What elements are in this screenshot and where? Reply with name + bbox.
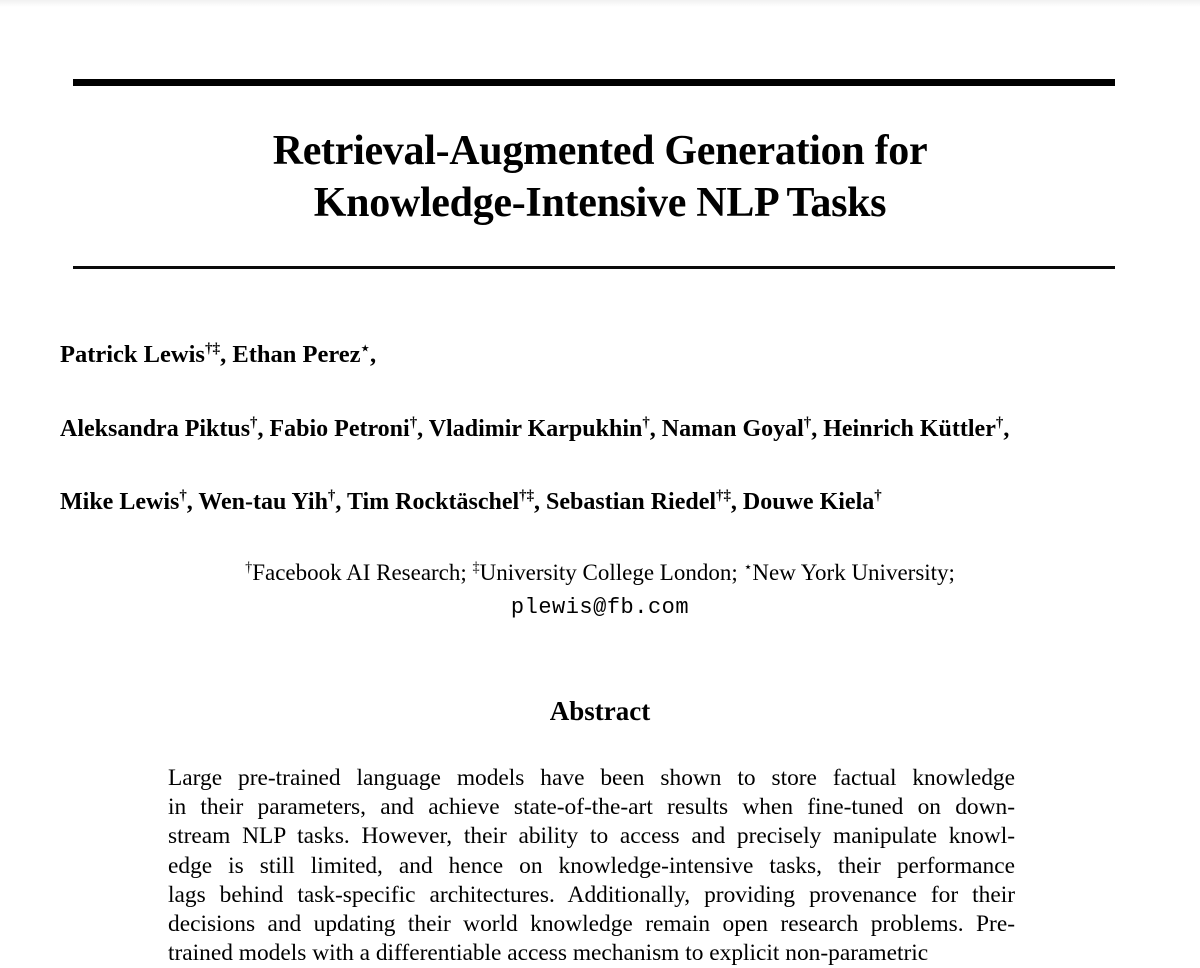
- author-separator: ,: [1003, 416, 1010, 442]
- author-name: Vladimir Karpukhin: [428, 416, 643, 442]
- author-affiliation-mark: ⋆: [360, 339, 371, 357]
- abstract-line: edge is still limited, and hence on knowledge-intensive tasks, their performance: [168, 852, 1015, 879]
- contact-email[interactable]: plewis@fb.com: [510, 595, 690, 620]
- affiliation-mark: ‡: [472, 559, 480, 576]
- author-separator: ,: [257, 416, 270, 442]
- author-name: Naman Goyal: [661, 416, 804, 442]
- author-name: Tim Rocktäschel: [346, 489, 520, 515]
- author-separator: ,: [811, 416, 824, 442]
- affiliation-name: University College London;: [479, 560, 738, 585]
- author-name: Sebastian Riedel: [546, 489, 717, 515]
- author-name: Douwe Kiela: [742, 489, 875, 515]
- abstract-line: lags behind task-specific architectures. Additionally, providing provenance for their: [168, 881, 1015, 908]
- title-line-1: Retrieval-Augmented Generation for: [272, 128, 928, 174]
- affiliations-line: [100, 558, 1100, 588]
- author-name: Patrick Lewis: [60, 341, 205, 368]
- author-affiliation-mark: †‡: [519, 488, 535, 504]
- author-affiliation-mark: †: [250, 415, 258, 431]
- abstract-line: stream NLP tasks. However, their ability to access and precisely manipulate knowl-: [168, 823, 1015, 850]
- author-separator: ,: [335, 489, 347, 515]
- affiliation-mark: †: [245, 559, 253, 576]
- author-line-3: [60, 487, 1140, 517]
- affiliation-mark: ⋆: [743, 559, 753, 576]
- author-line-2: [60, 414, 1140, 444]
- author-affiliation-mark: †: [327, 488, 336, 504]
- author-name: Wen-tau Yih: [198, 489, 328, 515]
- author-name: Ethan Perez: [232, 341, 361, 368]
- abstract-heading: Abstract: [549, 696, 651, 726]
- abstract-line: Large pre-trained language models have been shown to store factual knowledge: [168, 765, 1015, 791]
- author-separator: ,: [370, 341, 377, 368]
- author-separator: ,: [649, 416, 662, 442]
- abstract-line: in their parameters, and achieve state-of-the-art results when fine-tuned on down-: [168, 794, 1015, 821]
- author-affiliation-mark: †‡: [204, 339, 221, 357]
- abstract-line: decisions and updating their world knowledge remain open research problems. Pre-: [168, 911, 1015, 938]
- abstract-line: trained models with a differentiable access mechanism to explicit non-parametric: [168, 940, 929, 967]
- title-line-2: Knowledge-Intensive NLP Tasks: [313, 180, 887, 226]
- author-affiliation-mark: †: [642, 415, 650, 431]
- author-affiliation-mark: †: [995, 415, 1004, 431]
- author-separator: ,: [730, 489, 743, 515]
- author-affiliation-mark: †: [874, 488, 882, 504]
- author-affiliation-mark: †‡: [716, 488, 731, 504]
- affiliation-name: New York University;: [752, 560, 955, 585]
- affiliation-name: Facebook AI Research;: [252, 560, 467, 585]
- abstract-body: [168, 764, 1015, 968]
- author-separator: ,: [220, 341, 233, 368]
- author-affiliation-mark: †: [803, 415, 812, 431]
- author-line-1: [60, 340, 1140, 370]
- author-name: Fabio Petroni: [269, 416, 410, 442]
- author-name: Heinrich Küttler: [823, 416, 996, 442]
- author-affiliation-mark: †: [409, 415, 418, 431]
- author-name: Mike Lewis: [60, 489, 180, 515]
- author-block: [60, 0, 1140, 560]
- author-separator: ,: [186, 489, 199, 515]
- author-separator: ,: [534, 489, 547, 515]
- author-separator: ,: [417, 416, 429, 442]
- author-name: Aleksandra Piktus: [60, 416, 251, 442]
- author-affiliation-mark: †: [179, 488, 187, 504]
